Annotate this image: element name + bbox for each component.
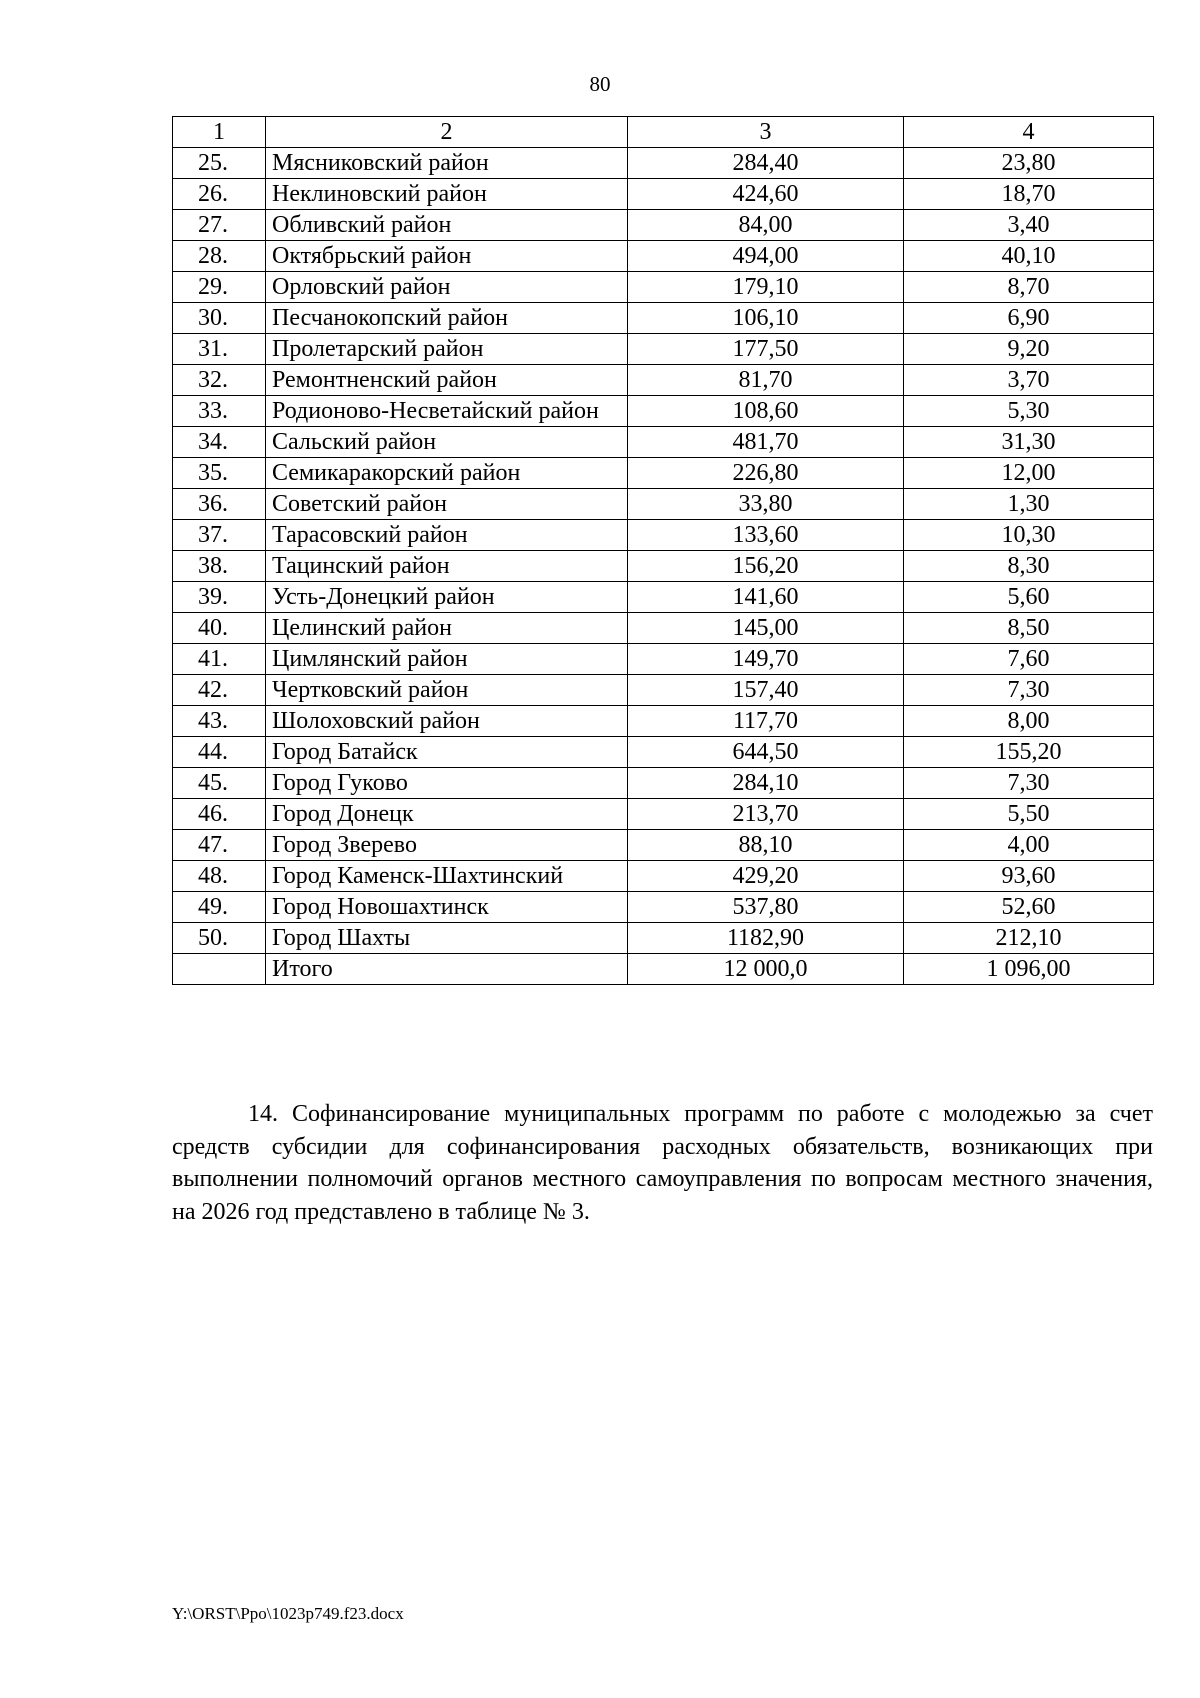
row-name: Город Зверево: [266, 830, 628, 861]
row-name: Пролетарский район: [266, 334, 628, 365]
row-name: Обливский район: [266, 210, 628, 241]
row-col3: 284,10: [628, 768, 904, 799]
row-number: 37.: [173, 520, 266, 551]
row-name: Цимлянский район: [266, 644, 628, 675]
row-number: 47.: [173, 830, 266, 861]
table-row: [173, 551, 1154, 582]
row-col3: 141,60: [628, 582, 904, 613]
row-col3: 424,60: [628, 179, 904, 210]
row-number: 44.: [173, 737, 266, 768]
row-col4: 6,90: [904, 303, 1154, 334]
row-number: 43.: [173, 706, 266, 737]
table-row: [173, 737, 1154, 768]
row-col4: 8,30: [904, 551, 1154, 582]
table-row: [173, 396, 1154, 427]
table-row: [173, 427, 1154, 458]
row-col3: 537,80: [628, 892, 904, 923]
table-row: [173, 582, 1154, 613]
row-number: 50.: [173, 923, 266, 954]
table-row: [173, 799, 1154, 830]
row-name: Город Гуково: [266, 768, 628, 799]
row-number: 33.: [173, 396, 266, 427]
row-col4: 4,00: [904, 830, 1154, 861]
total-number: [173, 954, 266, 985]
row-col3: 108,60: [628, 396, 904, 427]
row-col4: 5,30: [904, 396, 1154, 427]
header-cell-3: 3: [628, 117, 904, 148]
table-row: [173, 706, 1154, 737]
table-row: [173, 520, 1154, 551]
table-row: [173, 830, 1154, 861]
row-col4: 1,30: [904, 489, 1154, 520]
footer-file-path: Y:\ORST\Ppo\1023p749.f23.docx: [172, 1604, 404, 1623]
row-name: Усть-Донецкий район: [266, 582, 628, 613]
total-col4: 1 096,00: [904, 954, 1154, 985]
row-col3: 84,00: [628, 210, 904, 241]
table-row: [173, 923, 1154, 954]
row-col3: 88,10: [628, 830, 904, 861]
header-cell-4: 4: [904, 117, 1154, 148]
row-number: 32.: [173, 365, 266, 396]
table-row: [173, 148, 1154, 179]
row-name: Орловский район: [266, 272, 628, 303]
row-number: 29.: [173, 272, 266, 303]
row-col3: 106,10: [628, 303, 904, 334]
row-name: Сальский район: [266, 427, 628, 458]
table-row: [173, 272, 1154, 303]
row-col4: 8,70: [904, 272, 1154, 303]
row-col4: 7,30: [904, 675, 1154, 706]
row-col3: 149,70: [628, 644, 904, 675]
row-col4: 7,30: [904, 768, 1154, 799]
row-name: Советский район: [266, 489, 628, 520]
table-row: [173, 613, 1154, 644]
row-col4: 18,70: [904, 179, 1154, 210]
data-table: [172, 116, 1154, 985]
table-row: [173, 861, 1154, 892]
row-number: 31.: [173, 334, 266, 365]
row-name: Родионово-Несветайский район: [266, 396, 628, 427]
table-row: [173, 675, 1154, 706]
total-col3: 12 000,0: [628, 954, 904, 985]
row-col4: 8,00: [904, 706, 1154, 737]
row-col4: 3,70: [904, 365, 1154, 396]
row-number: 28.: [173, 241, 266, 272]
row-name: Шолоховский район: [266, 706, 628, 737]
row-col3: 157,40: [628, 675, 904, 706]
table-row: [173, 241, 1154, 272]
table-header-row: [173, 117, 1154, 148]
row-col3: 133,60: [628, 520, 904, 551]
row-number: 49.: [173, 892, 266, 923]
row-col4: 31,30: [904, 427, 1154, 458]
body-paragraph: 14. Софинансирование муниципальных программ по работе с молодежью за счет средств субсидии для софинансирования расходных обязательств, возникающих при выполнении полномочий органов местного самоуправления по вопросам местного значения, на 2026 год представлено в таблице № 3.: [172, 1101, 1153, 1225]
row-name: Город Новошахтинск: [266, 892, 628, 923]
row-col4: 5,60: [904, 582, 1154, 613]
header-cell-1: 1: [173, 117, 266, 148]
row-number: 45.: [173, 768, 266, 799]
table-row: [173, 303, 1154, 334]
row-name: Чертковский район: [266, 675, 628, 706]
row-col4: 155,20: [904, 737, 1154, 768]
row-number: 46.: [173, 799, 266, 830]
page-number: 80: [589, 72, 611, 96]
row-col4: 9,20: [904, 334, 1154, 365]
table-total-row: [173, 954, 1154, 985]
table-row: [173, 768, 1154, 799]
row-number: 34.: [173, 427, 266, 458]
row-col3: 177,50: [628, 334, 904, 365]
row-col3: 156,20: [628, 551, 904, 582]
header-cell-2: 2: [266, 117, 628, 148]
table-row: [173, 644, 1154, 675]
row-number: 25.: [173, 148, 266, 179]
row-col3: 1182,90: [628, 923, 904, 954]
row-col3: 81,70: [628, 365, 904, 396]
row-col4: 212,10: [904, 923, 1154, 954]
row-name: Мясниковский район: [266, 148, 628, 179]
row-name: Город Донецк: [266, 799, 628, 830]
row-number: 35.: [173, 458, 266, 489]
row-name: Целинский район: [266, 613, 628, 644]
total-label: Итого: [266, 954, 628, 985]
row-col4: 23,80: [904, 148, 1154, 179]
row-col4: 40,10: [904, 241, 1154, 272]
row-col3: 213,70: [628, 799, 904, 830]
row-col3: 226,80: [628, 458, 904, 489]
row-number: 36.: [173, 489, 266, 520]
row-col3: 644,50: [628, 737, 904, 768]
row-name: Семикаракорский район: [266, 458, 628, 489]
table-row: [173, 210, 1154, 241]
row-col4: 10,30: [904, 520, 1154, 551]
row-name: Город Шахты: [266, 923, 628, 954]
row-name: Город Батайск: [266, 737, 628, 768]
row-number: 30.: [173, 303, 266, 334]
row-col3: 179,10: [628, 272, 904, 303]
table-row: [173, 365, 1154, 396]
row-name: Октябрьский район: [266, 241, 628, 272]
row-number: 38.: [173, 551, 266, 582]
row-col3: 429,20: [628, 861, 904, 892]
row-col3: 494,00: [628, 241, 904, 272]
row-col3: 33,80: [628, 489, 904, 520]
table-row: [173, 892, 1154, 923]
row-number: 42.: [173, 675, 266, 706]
row-col4: 93,60: [904, 861, 1154, 892]
row-col3: 481,70: [628, 427, 904, 458]
row-col4: 5,50: [904, 799, 1154, 830]
row-col4: 12,00: [904, 458, 1154, 489]
row-number: 26.: [173, 179, 266, 210]
row-col3: 145,00: [628, 613, 904, 644]
table-row: [173, 489, 1154, 520]
row-number: 48.: [173, 861, 266, 892]
row-col3: 284,40: [628, 148, 904, 179]
row-name: Тарасовский район: [266, 520, 628, 551]
row-name: Неклиновский район: [266, 179, 628, 210]
row-col4: 3,40: [904, 210, 1154, 241]
row-col4: 8,50: [904, 613, 1154, 644]
row-number: 39.: [173, 582, 266, 613]
table-row: [173, 334, 1154, 365]
row-name: Ремонтненский район: [266, 365, 628, 396]
row-name: Песчанокопский район: [266, 303, 628, 334]
row-col4: 7,60: [904, 644, 1154, 675]
row-col3: 117,70: [628, 706, 904, 737]
row-number: 27.: [173, 210, 266, 241]
table-row: [173, 458, 1154, 489]
row-name: Город Каменск-Шахтинский: [266, 861, 628, 892]
row-number: 40.: [173, 613, 266, 644]
row-col4: 52,60: [904, 892, 1154, 923]
table-row: [173, 179, 1154, 210]
row-name: Тацинский район: [266, 551, 628, 582]
row-number: 41.: [173, 644, 266, 675]
